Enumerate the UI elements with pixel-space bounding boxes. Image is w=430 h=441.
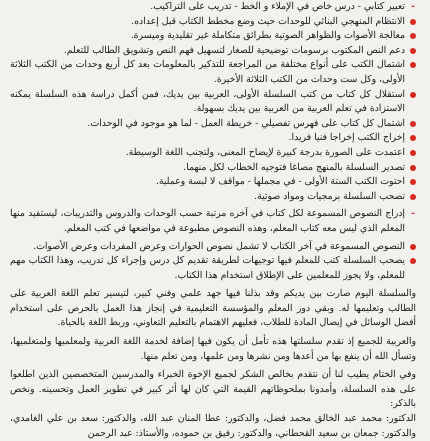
- red-bullet-icon: [410, 135, 416, 141]
- dash-bullet-icon: -: [411, 208, 415, 220]
- red-bullet-icon: [410, 62, 416, 68]
- list-item-text: دعم النص المكتوب برسومات توضيحية للصغار لتسهيل فهم النص وتشويق الطالب للتعلم.: [63, 44, 405, 56]
- list-item-text: احتوت الكتب الستة الأولى - في مجملها - مواقف لا لبسة وعملية.: [155, 176, 405, 188]
- red-bullet-icon: [410, 165, 416, 171]
- paragraph: الدكتور: محمد عبد الخالق محمد فضل، والدكتور: عطا المنان عبد الله، والدكتور: سعد بن علي الغامدي، والدكتور: جمعان بن سعيد القحطاني، والدكتور: رفيق بن حموده، والأستاذ: عبد الرحمن: [10, 413, 416, 439]
- red-bullet-icon: [410, 179, 416, 185]
- list-item-text: الانتظام المنهجي البنائي للوحدات حيث وضع مخطط الكتاب قبل إعداده.: [131, 15, 405, 27]
- list-item-text: اعتمدت على الصورة بدرجة كبيرة لإيضاح المعنى، ولتجنب اللغة الوسيطة.: [125, 146, 405, 158]
- list-item: [10, 131, 416, 146]
- list-item: [10, 58, 416, 87]
- list-item-text: استقلال كل كتاب من كتب السلسلة الأولى، العربية بين يديك، فمن أكمل دراسة هذه السلسلة يمكنه الاستزادة في تعلم العربية من العربية بين يديك بسهولة.: [10, 88, 405, 115]
- list-item-text: اشتمال كل كتاب على فهرس تفصيلي - خريطة العمل - لما هو موجود في الوحدات.: [87, 117, 405, 129]
- red-bullet-icon: [410, 194, 416, 200]
- list-item: [10, 161, 416, 176]
- red-bullet-icon: [410, 258, 416, 264]
- dash-paragraph-block: [10, 207, 416, 236]
- list-item: [10, 240, 416, 255]
- features-list: [10, 0, 416, 204]
- red-bullet-icon: [410, 48, 416, 54]
- list-item: [10, 207, 416, 236]
- list-item: [10, 44, 416, 59]
- list-item: [10, 175, 416, 190]
- list-item-text: تصحب السلسلة برمجيات ومواد صوتية.: [254, 190, 405, 202]
- list-item: [10, 0, 416, 15]
- paragraph: والسلسلة اليوم صارت بين يديكم وقد بذلنا فيها جهد علمي وفني كبير، لتيسير تعلم اللغة العربية على الطالب وتعليمها له. وبقي دور المعلم والمؤسسة التعليمية في إنجاز هذا العمل بالحرص على استخدام أفضل الوسائل في إيصال المادة للطلاب، فعليهم الاهتمام بالتعليم التعاوني، وربط اللغة بالحياة.: [10, 288, 416, 329]
- red-bullet-icon: [410, 150, 416, 156]
- list-item-text: إخراج الكتب إخراجا فنيا فريدا.: [288, 132, 405, 144]
- list-item-text: اشتمال الكتب على أنواع مختلفة من المراجعة للتذكير بالمعلومات بعد كل أربع وحدات من الكتب الثلاثة الأولى، وكل ست وحدات من الكتب الثلاثة الأخيرة.: [10, 59, 405, 85]
- list-item: [10, 29, 416, 44]
- list-item-text: النصوص المسموعة في آخر الكتاب لا تشمل نصوص الحوارات وعرض المفردات وعرض الأصوات.: [33, 240, 405, 252]
- dash-paragraph-text: إدراج النصوص المسموعة لكل كتاب في آخره مرتبة حسب الوحدات والدروس والتدريبات، ليستفيد منها المعلم الذي ليس معه كتاب المعلم، وهذه النصوص مطبوعة في مواضعها في كتب المعلم.: [10, 208, 405, 234]
- dash-bullet-icon: -: [411, 1, 415, 12]
- paragraph: وفي الختام يطيب لنا أن نتقدم بخالص الشكر لجميع الإخوة الخبراء والمدرسين المتخصصين الذين اطلعوا على هذه السلسلة، وأمدونا بملحوظاتهم القيمة التي كان لها أثر كبير في تطوير العمل وتحسينه. ونخص بالذكر:: [10, 369, 416, 410]
- list-item: [10, 15, 416, 30]
- paragraph: والعربية للجميع إذ تقدم سلسلتها هذه تأمل أن يكون فيها إضافة لخدمة اللغة العربية ولمعلميها ولمتعلميها، وتسأل الله أن ينفع بها من أعدها ومن نشرها ومن علمها، ومن تعلم منها.: [10, 336, 416, 362]
- red-bullet-icon: [410, 19, 416, 25]
- red-bullet-icon: [410, 121, 416, 127]
- red-bullet-icon: [410, 33, 416, 39]
- list-item-text: تعبير كتابي - درس خاص في الإملاء و الخط - تدريب على التراكيب.: [150, 1, 405, 12]
- list-item: [10, 88, 416, 117]
- red-bullet-icon: [410, 244, 416, 250]
- red-bullet-icon: [410, 92, 416, 98]
- list-item: [10, 146, 416, 161]
- list-item-text: تصدير السلسلة بالمنهج مصاغا فتوجيه الخطاب لكل منهما.: [183, 161, 405, 173]
- notes-list: [10, 240, 416, 284]
- list-item: [10, 254, 416, 283]
- list-item: [10, 190, 416, 205]
- list-item-text: يصحب السلسلة كتب للمعلم فيها توجيهات لطريقة تقديم كل درس وإجراء كل تدريب، وهذا الكتاب مهم للمعلم، ولا يجوز للمعلمين على الإطلاق استخدام هذا الكتاب.: [10, 255, 405, 281]
- list-item-text: معالجة الأصوات والظواهر الصوتية بطرائق متكاملة غير تقليدية وميسرة.: [130, 30, 405, 42]
- list-item: [10, 117, 416, 132]
